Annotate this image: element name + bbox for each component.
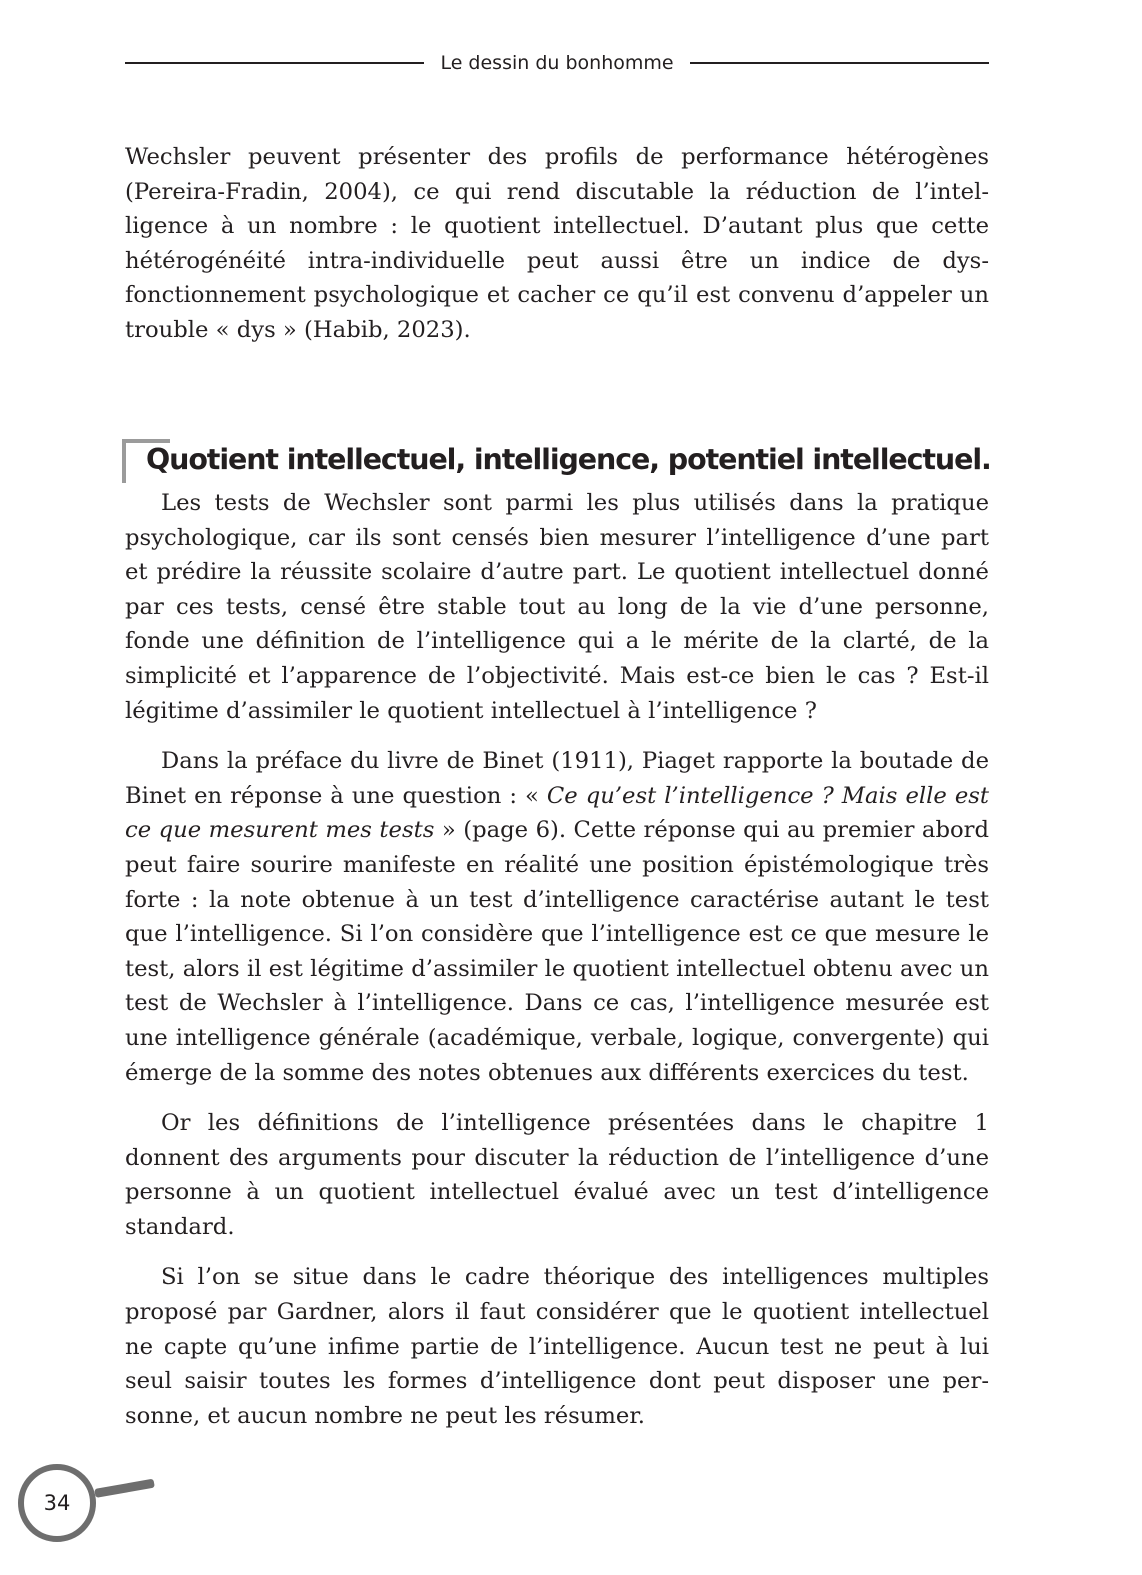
- header-rule-left: [125, 62, 424, 64]
- paragraph-2: [125, 744, 989, 1090]
- paragraph-3: Or les définitions de l’intelligence présentées dans le chapitre 1 donnent des arguments pour discuter la réduction de l’intelligence d’une personne à un quotient intellectuel évalué avec un test d’intelligence standard.: [125, 1110, 989, 1240]
- section-heading-text: Quotient intellectuel, intelligence, potentiel intellectuel.: [146, 442, 991, 476]
- section-heading: [122, 437, 1002, 483]
- heading-bracket-icon: [122, 439, 126, 483]
- page-number: 34: [43, 1491, 71, 1515]
- running-header-title: Le dessin du bonhomme: [440, 52, 674, 74]
- magnifier-handle: [94, 1479, 155, 1498]
- running-header: [125, 52, 989, 74]
- paragraph-1: Les tests de Wechsler sont parmi les plus utilisés dans la pratique psychologique, car ils sont censés bien mesurer l’intelligence d’une part et prédire la réussite scolaire d’autre part. Le quotient intellectuel donné par ces tests, censé être stable tout au long de la vie d’une personne, fonde une définition de l’intelligence qui a le mérite de la clarté, de la simplicité et l’apparence de l’objectivité. Mais est-ce bien le cas ? Est-il légitime d’assimiler le quotient intellectuel à l’intelligence ?: [125, 490, 989, 724]
- section-body: [125, 486, 989, 1449]
- binet-quote: Ce qu’est l’intelligence ? Mais elle est ce que mesurent mes tests: [125, 782, 990, 844]
- paragraph-2-intro: Dans la préface du livre de Binet (1911), Piaget rapporte la boutade de Binet en réponse à une question : «: [125, 748, 989, 809]
- paragraph-continuation: Wechsler peuvent présenter des profils de performance hétérogènes (Pereira-Fradin, 2004), ce qui rend discutable la réduction de l’intelligence à un nombre : le quotient intellectuel. D’autant plus que cette hétérogénéité intra-individuelle peut aussi être un indice de dysfonctionnement psychologique et cacher ce qu’il est convenu d’appeler un trouble « dys » (Habib, 2023).: [125, 144, 989, 343]
- heading-bracket-top: [122, 439, 170, 443]
- paragraph-2-rest: » (page 6). Cette réponse qui au premier abord peut faire sourire manifeste en réalité une position épistémologique très forte : la note obtenue à un test d’intelligence caractérise autant le test que l’intelligence. Si l’on considère que l’intelligence est ce que mesure le test, alors il est légitime d’assimiler le quotient intellectuel obtenu avec un test de Wechsler à l’intelligence. Dans ce cas, l’intelligence mesurée est une intelligence générale (académique, verbale, logique, convergente) qui émerge de la somme des notes obtenues aux différents exercices du test.: [125, 817, 990, 1086]
- magnifier-icon: [10, 1456, 190, 1556]
- paragraph-4: Si l’on se situe dans le cadre théorique des intelligences multiples proposé par Gardner, alors il faut considérer que le quotient intellectuel ne capte qu’une infime partie de l’intelligence. Aucun test ne peut à lui seul saisir toutes les formes d’intelligence dont peut disposer une personne, et aucun nombre ne peut les résumer.: [125, 1264, 989, 1429]
- header-rule-right: [690, 62, 989, 64]
